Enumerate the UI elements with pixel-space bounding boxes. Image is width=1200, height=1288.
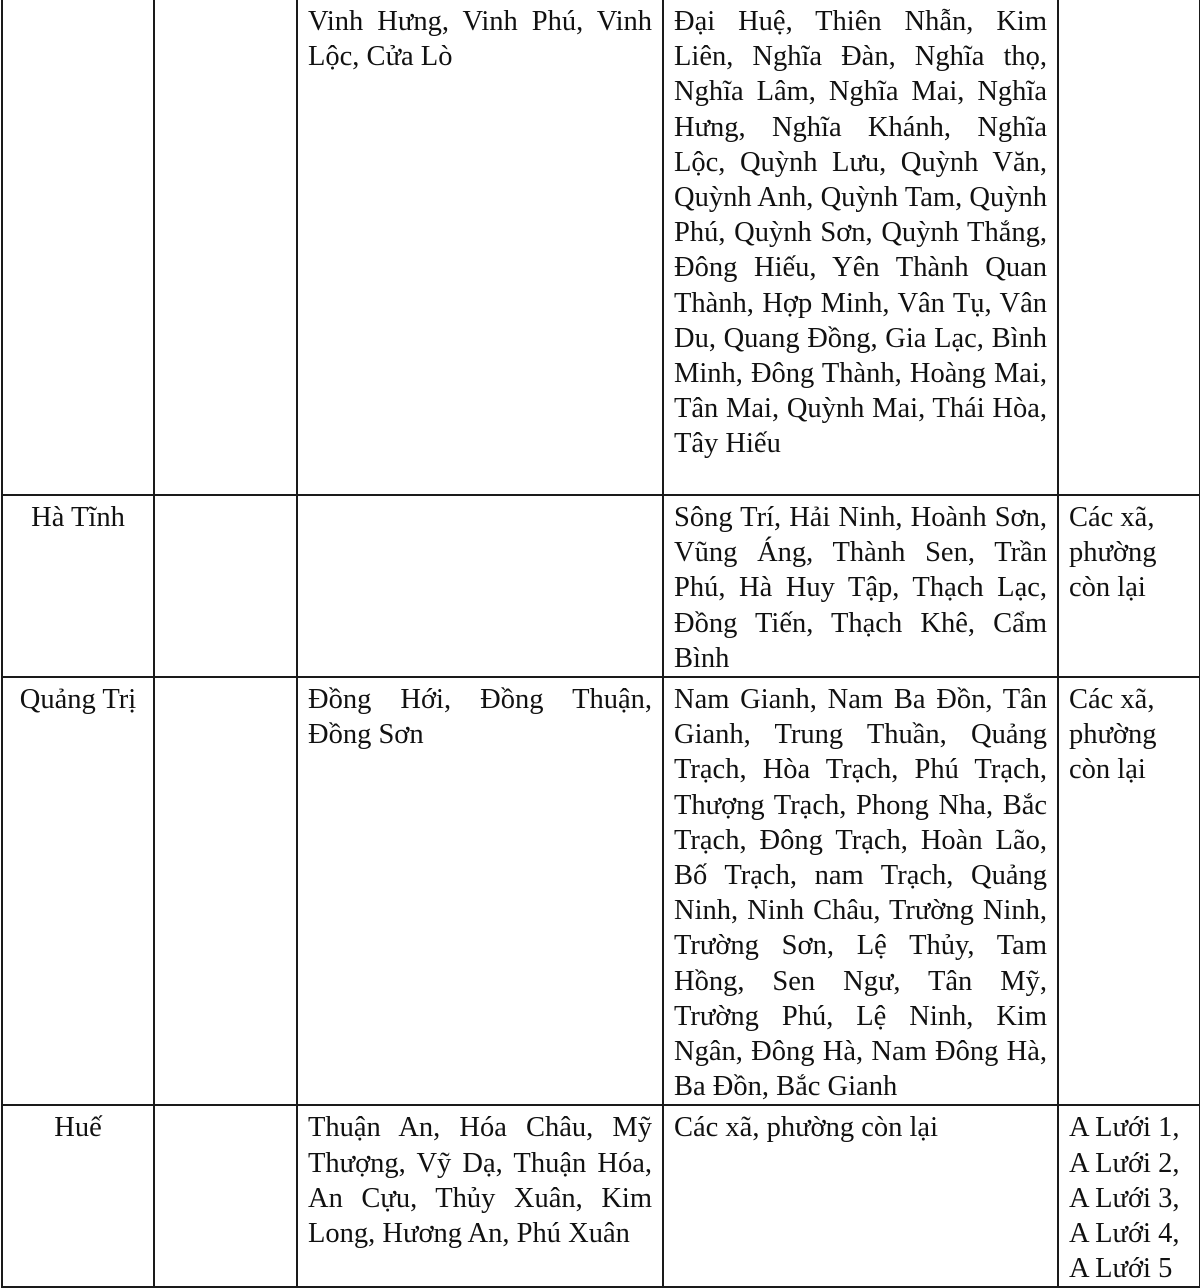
table-row <box>2 0 1200 495</box>
column-2-cell <box>154 677 297 1105</box>
table-row <box>2 677 1200 1105</box>
region-table <box>1 0 1200 1288</box>
province-name: Quảng Trị <box>19 684 137 716</box>
column-5-text: Các xã, phường còn lại <box>1069 684 1157 786</box>
column-3-cell <box>297 495 663 677</box>
column-3-cell <box>297 1105 663 1287</box>
column-5-cell <box>1058 677 1200 1105</box>
column-4-cell <box>663 495 1058 677</box>
province-cell <box>2 677 154 1105</box>
column-4-cell <box>663 677 1058 1105</box>
column-5-cell <box>1058 1105 1200 1287</box>
column-4-cell <box>663 0 1058 495</box>
column-5-text: Các xã, phường còn lại <box>1069 502 1157 604</box>
column-5-cell <box>1058 0 1200 495</box>
province-cell <box>2 1105 154 1287</box>
column-3-text: Đồng Hới, Đồng Thuận, Đồng Sơn <box>308 684 652 751</box>
column-4-cell <box>663 1105 1058 1287</box>
column-2-cell <box>154 495 297 677</box>
column-4-text: Nam Gianh, Nam Ba Đồn, Tân Gianh, Trung Thuần, Quảng Trạch, Hòa Trạch, Phú Trạch, Thượng Trạch, Phong Nha, Bắc Trạch, Đông Trạch, Hoàn Lão, Bố Trạch, nam Trạch, Quảng Ninh, Ninh Châu, Trường Ninh, Trường Sơn, Lệ Thủy, Tam Hồng, Sen Ngư, Tân Mỹ, Trường Phú, Lệ Ninh, Kim Ngân, Đông Hà, Nam Đông Hà, Ba Đồn, Bắc Gianh <box>674 684 1047 1103</box>
column-4-text: Đại Huệ, Thiên Nhẫn, Kim Liên, Nghĩa Đàn, Nghĩa thọ, Nghĩa Lâm, Nghĩa Mai, Nghĩa Hưng, Nghĩa Khánh, Nghĩa Lộc, Quỳnh Lưu, Quỳnh Văn, Quỳnh Anh, Quỳnh Tam, Quỳnh Phú, Quỳnh Sơn, Quỳnh Thắng, Đông Hiếu, Yên Thành Quan Thành, Hợp Minh, Vân Tụ, Vân Du, Quang Đồng, Gia Lạc, Bình Minh, Đông Thành, Hoàng Mai, Tân Mai, Quỳnh Mai, Thái Hòa, Tây Hiếu <box>674 6 1047 460</box>
column-2-cell <box>154 1105 297 1287</box>
column-5-text: A Lưới 1, A Lưới 2, A Lưới 3, A Lưới 4, A Lưới 5 <box>1069 1112 1180 1285</box>
province-cell <box>2 0 154 495</box>
table-row <box>2 1105 1200 1287</box>
column-3-cell <box>297 677 663 1105</box>
column-4-text: Sông Trí, Hải Ninh, Hoành Sơn, Vũng Áng, Thành Sen, Trần Phú, Hà Huy Tập, Thạch Lạc, Đồng Tiến, Thạch Khê, Cẩm Bình <box>674 502 1047 674</box>
province-cell <box>2 495 154 677</box>
column-2-cell <box>154 0 297 495</box>
column-5-cell <box>1058 495 1200 677</box>
province-name: Hà Tĩnh <box>31 502 125 533</box>
province-name: Huế <box>54 1112 102 1144</box>
column-3-text: Vinh Hưng, Vinh Phú, Vinh Lộc, Cửa Lò <box>308 6 652 73</box>
table-row <box>2 495 1200 677</box>
column-3-text: Thuận An, Hóa Châu, Mỹ Thượng, Vỹ Dạ, Thuận Hóa, An Cựu, Thủy Xuân, Kim Long, Hương An, Phú Xuân <box>308 1112 652 1250</box>
column-4-text: Các xã, phường còn lại <box>674 1112 938 1144</box>
column-3-cell <box>297 0 663 495</box>
